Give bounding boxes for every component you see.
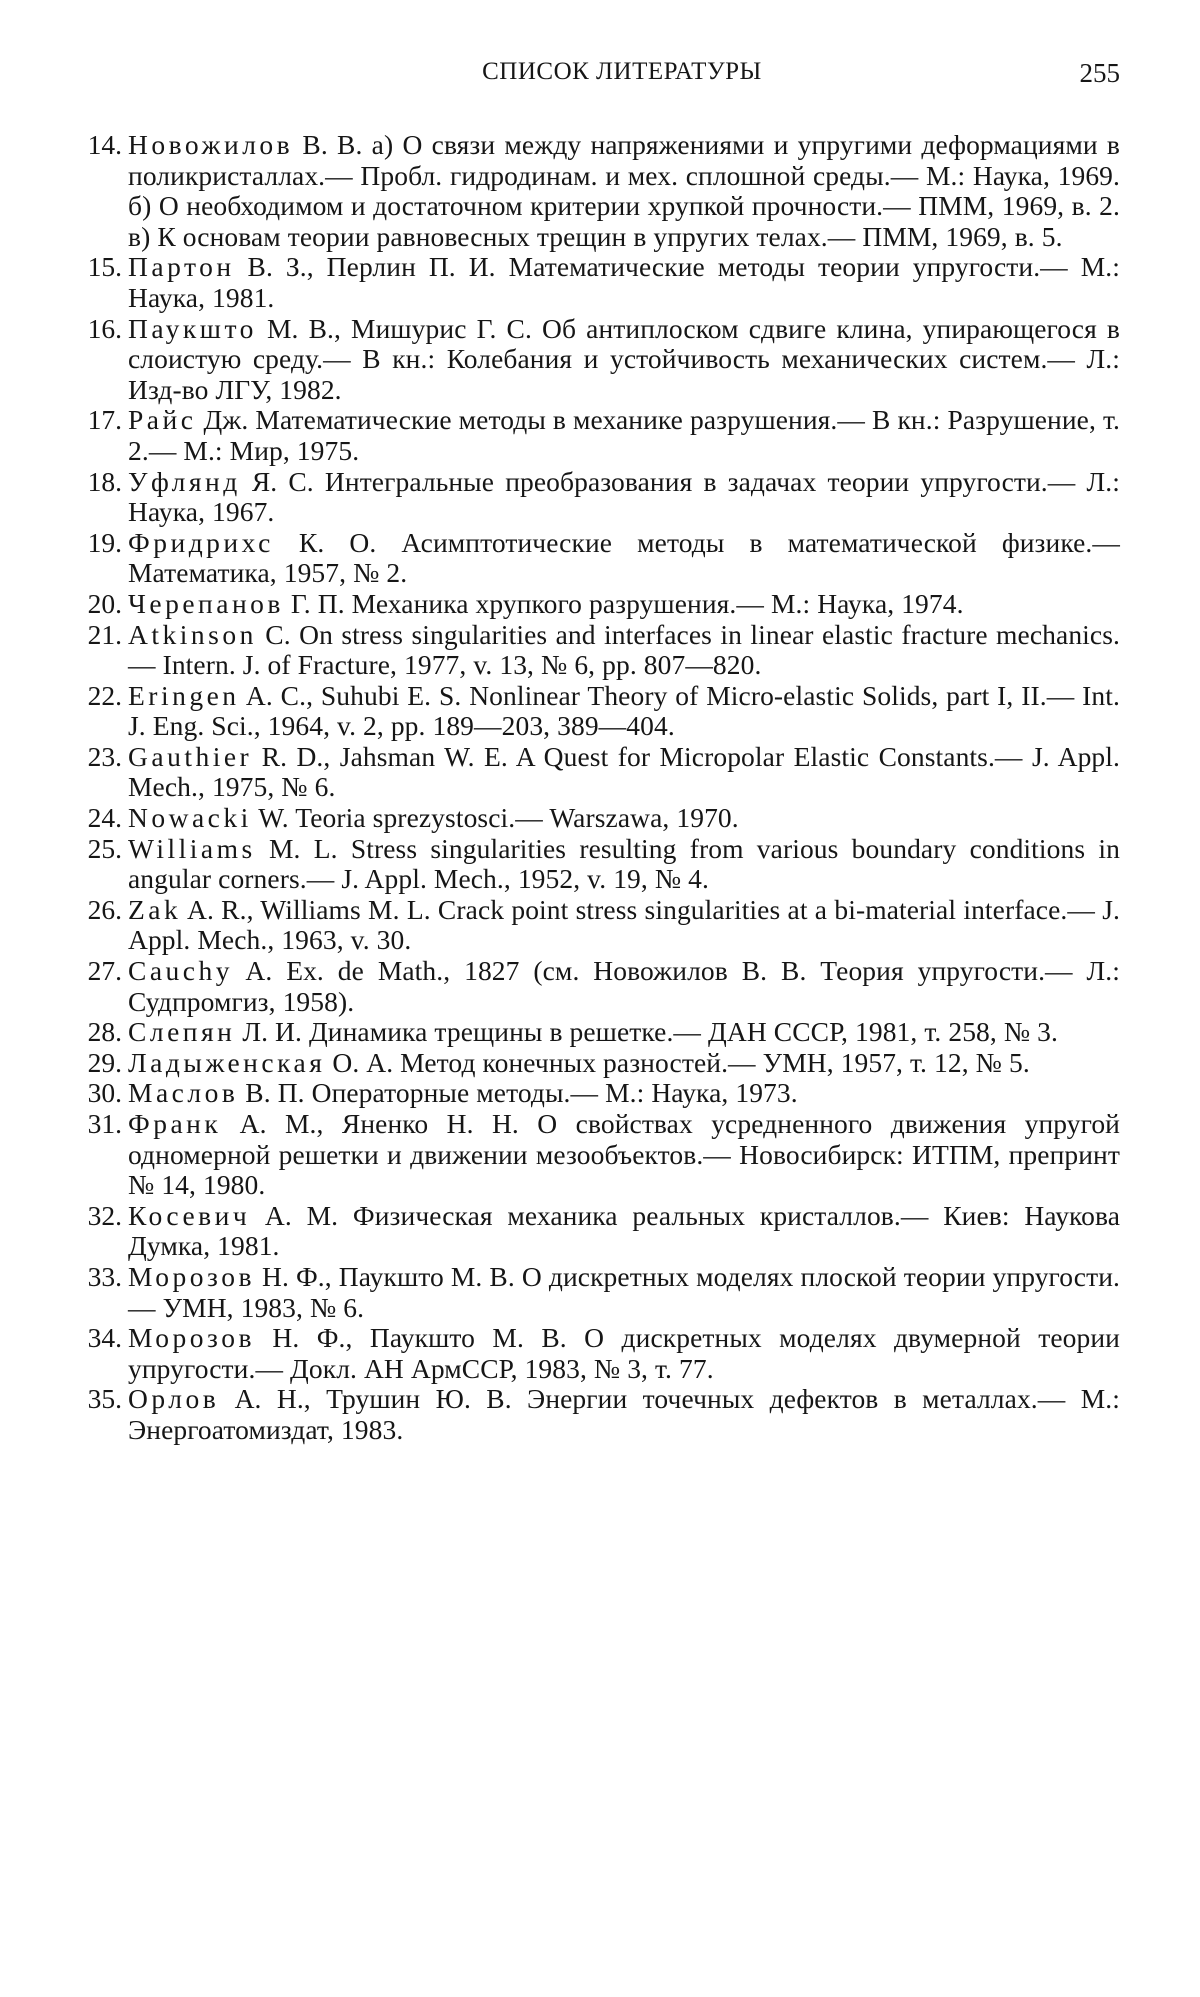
- reference-text: A. R., Williams M. L. Crack point stress singularities at a bi-material interface.— J. Appl. Mech., 1963, v. 30.: [128, 893, 1120, 956]
- reference-item: [62, 1109, 1120, 1201]
- reference-item: [62, 1262, 1120, 1323]
- reference-author: Cauchy: [128, 955, 234, 987]
- reference-item: [62, 1323, 1120, 1384]
- reference-author: Морозов: [128, 1260, 255, 1292]
- reference-number: 27.: [87, 955, 122, 987]
- reference-number: 16.: [87, 312, 122, 344]
- reference-number: 15.: [87, 251, 122, 283]
- reference-text: В. З., Перлин П. И. Математические методы теории упругости.— М.: Наука, 1981.: [128, 251, 1120, 313]
- reference-author: Морозов: [128, 1322, 255, 1354]
- reference-item: [62, 405, 1120, 466]
- reference-text: Н. Ф., Паукшто М. В. О дискретных моделях плоской теории упругости.— УМН, 1983, № 6.: [128, 1260, 1120, 1323]
- reference-text: A. Ex. de Math., 1827 (см. Новожилов В. В. Теория упругости.— Л.: Судпромгиз, 1958).: [128, 955, 1120, 1017]
- reference-author: Франк: [128, 1108, 222, 1139]
- reference-author: Atkinson: [128, 618, 257, 650]
- reference-author: Ладыженская: [128, 1046, 326, 1078]
- reference-author: Williams: [128, 832, 256, 864]
- reference-number: 19.: [87, 526, 122, 558]
- reference-author: Черепанов: [128, 587, 284, 619]
- reference-text: А. М. Физическая механика реальных кристаллов.— Киев: Наукова Думка, 1981.: [128, 1199, 1120, 1262]
- page-number: 255: [1079, 58, 1120, 88]
- reference-number: 34.: [87, 1322, 122, 1354]
- reference-text: А. Н., Трушин Ю. В. Энергии точечных дефектов в металлах.— М.: Энергоатомиздат, 1983.: [128, 1383, 1120, 1445]
- reference-author: Zak: [128, 893, 182, 925]
- reference-item: [62, 681, 1120, 742]
- reference-author: Nowacki: [128, 802, 252, 834]
- reference-number: 14.: [87, 129, 122, 160]
- running-head: [124, 58, 1120, 98]
- reference-number: 26.: [87, 893, 122, 925]
- reference-text: R. D., Jahsman W. E. A Quest for Micropolar Elastic Constants.— J. Appl. Mech., 1975, № 6.: [128, 740, 1120, 803]
- reference-item: [62, 130, 1120, 252]
- reference-item: [62, 314, 1120, 406]
- reference-text: C. On stress singularities and interfaces in linear elastic fracture mechanics.— Intern. J. of Fracture, 1977, v. 13, № 6, pp. 807—820.: [128, 618, 1120, 681]
- reference-text: Я. С. Интегральные преобразования в задачах теории упругости.— Л.: Наука, 1967.: [128, 465, 1120, 528]
- reference-number: 29.: [87, 1046, 122, 1078]
- reference-author: Слепян: [128, 1016, 236, 1048]
- reference-text: Дж. Математические методы в механике разрушения.— В кн.: Разрушение, т. 2.— М.: Мир, 1975.: [128, 404, 1120, 466]
- reference-text: В. В. а) О связи между напряжениями и упругими деформациями в поликристаллах.— Пробл. гидродинам. и мех. сплошной среды.— М.: Наука, 1969. б) О необходимом и достаточном критерии хрупкой прочности.— ПММ, 1969, в. 2. в) К основам теории равновесных трещин в упругих телах.— ПММ, 1969, в. 5.: [128, 129, 1120, 252]
- reference-item: [62, 1017, 1120, 1048]
- reference-item: [62, 620, 1120, 681]
- reference-item: [62, 1201, 1120, 1262]
- reference-number: 28.: [87, 1016, 122, 1048]
- reference-text: Н. Ф., Паукшто М. В. О дискретных моделях двумерной теории упругости.— Докл. АН АрмССР, 1983, № 3, т. 77.: [128, 1322, 1120, 1384]
- reference-author: Орлов: [128, 1383, 220, 1415]
- reference-item: [62, 467, 1120, 528]
- reference-item: [62, 742, 1120, 803]
- reference-text: Л. И. Динамика трещины в решетке.— ДАН СССР, 1981, т. 258, № 3.: [235, 1016, 1058, 1048]
- reference-number: 20.: [87, 587, 122, 619]
- reference-item: [62, 1048, 1120, 1079]
- reference-text: А. М., Яненко Н. Н. О свойствах усредненного движения упругой одномерной решетки и движении мезообъектов.— Новосибирск: ИТПМ, препринт № 14, 1980.: [128, 1108, 1120, 1201]
- reference-author: Новожилов: [128, 129, 294, 160]
- reference-list: [62, 130, 1120, 1446]
- reference-number: 18.: [87, 465, 122, 497]
- reference-number: 23.: [87, 740, 122, 772]
- reference-author: Уфлянд: [128, 465, 241, 497]
- reference-item: [62, 252, 1120, 313]
- reference-number: 32.: [87, 1199, 122, 1231]
- reference-text: В. П. Операторные методы.— М.: Наука, 1973.: [238, 1077, 798, 1109]
- reference-author: Фридрихс: [128, 526, 274, 558]
- reference-number: 25.: [87, 832, 122, 864]
- reference-author: Gauthier: [128, 740, 253, 772]
- reference-text: Г. П. Механика хрупкого разрушения.— М.: Наука, 1974.: [283, 587, 964, 619]
- reference-item: [62, 1384, 1120, 1445]
- running-title: СПИСОК ЛИТЕРАТУРЫ: [482, 58, 762, 85]
- reference-number: 17.: [87, 404, 122, 436]
- reference-text: M. L. Stress singularities resulting from various boundary conditions in angular corners.— J. Appl. Mech., 1952, v. 19, № 4.: [128, 832, 1120, 895]
- reference-text: W. Teoria sprezystosci.— Warszawa, 1970.: [251, 802, 739, 834]
- reference-number: 33.: [87, 1260, 122, 1292]
- reference-item: [62, 589, 1120, 620]
- reference-author: Маслов: [128, 1077, 239, 1109]
- reference-number: 22.: [87, 679, 122, 711]
- reference-item: [62, 528, 1120, 589]
- reference-text: A. C., Suhubi E. S. Nonlinear Theory of Micro-elastic Solids, part I, II.— Int. J. Eng. Sci., 1964, v. 2, pp. 189—203, 389—404.: [128, 679, 1120, 742]
- reference-item: [62, 803, 1120, 834]
- reference-number: 24.: [87, 802, 122, 834]
- reference-number: 31.: [87, 1108, 122, 1139]
- reference-number: 30.: [87, 1077, 122, 1109]
- reference-item: [62, 895, 1120, 956]
- reference-text: К. О. Асимптотические методы в математической физике.— Математика, 1957, № 2.: [128, 526, 1120, 589]
- reference-author: Партон: [128, 251, 235, 283]
- reference-author: Паукшто: [128, 312, 257, 344]
- reference-item: [62, 956, 1120, 1017]
- reference-author: Райс: [128, 404, 197, 436]
- reference-number: 21.: [87, 618, 122, 650]
- reference-text: М. В., Мишурис Г. С. Об антиплоском сдвиге клина, упирающегося в слоистую среду.— В кн.: Колебания и устойчивость механических систем.— Л.: Изд-во ЛГУ, 1982.: [128, 312, 1120, 405]
- reference-author: Eringen: [128, 679, 240, 711]
- reference-number: 35.: [87, 1383, 122, 1415]
- reference-author: Косевич: [128, 1199, 251, 1231]
- reference-text: О. А. Метод конечных разностей.— УМН, 1957, т. 12, № 5.: [325, 1046, 1030, 1078]
- reference-item: [62, 834, 1120, 895]
- reference-item: [62, 1078, 1120, 1109]
